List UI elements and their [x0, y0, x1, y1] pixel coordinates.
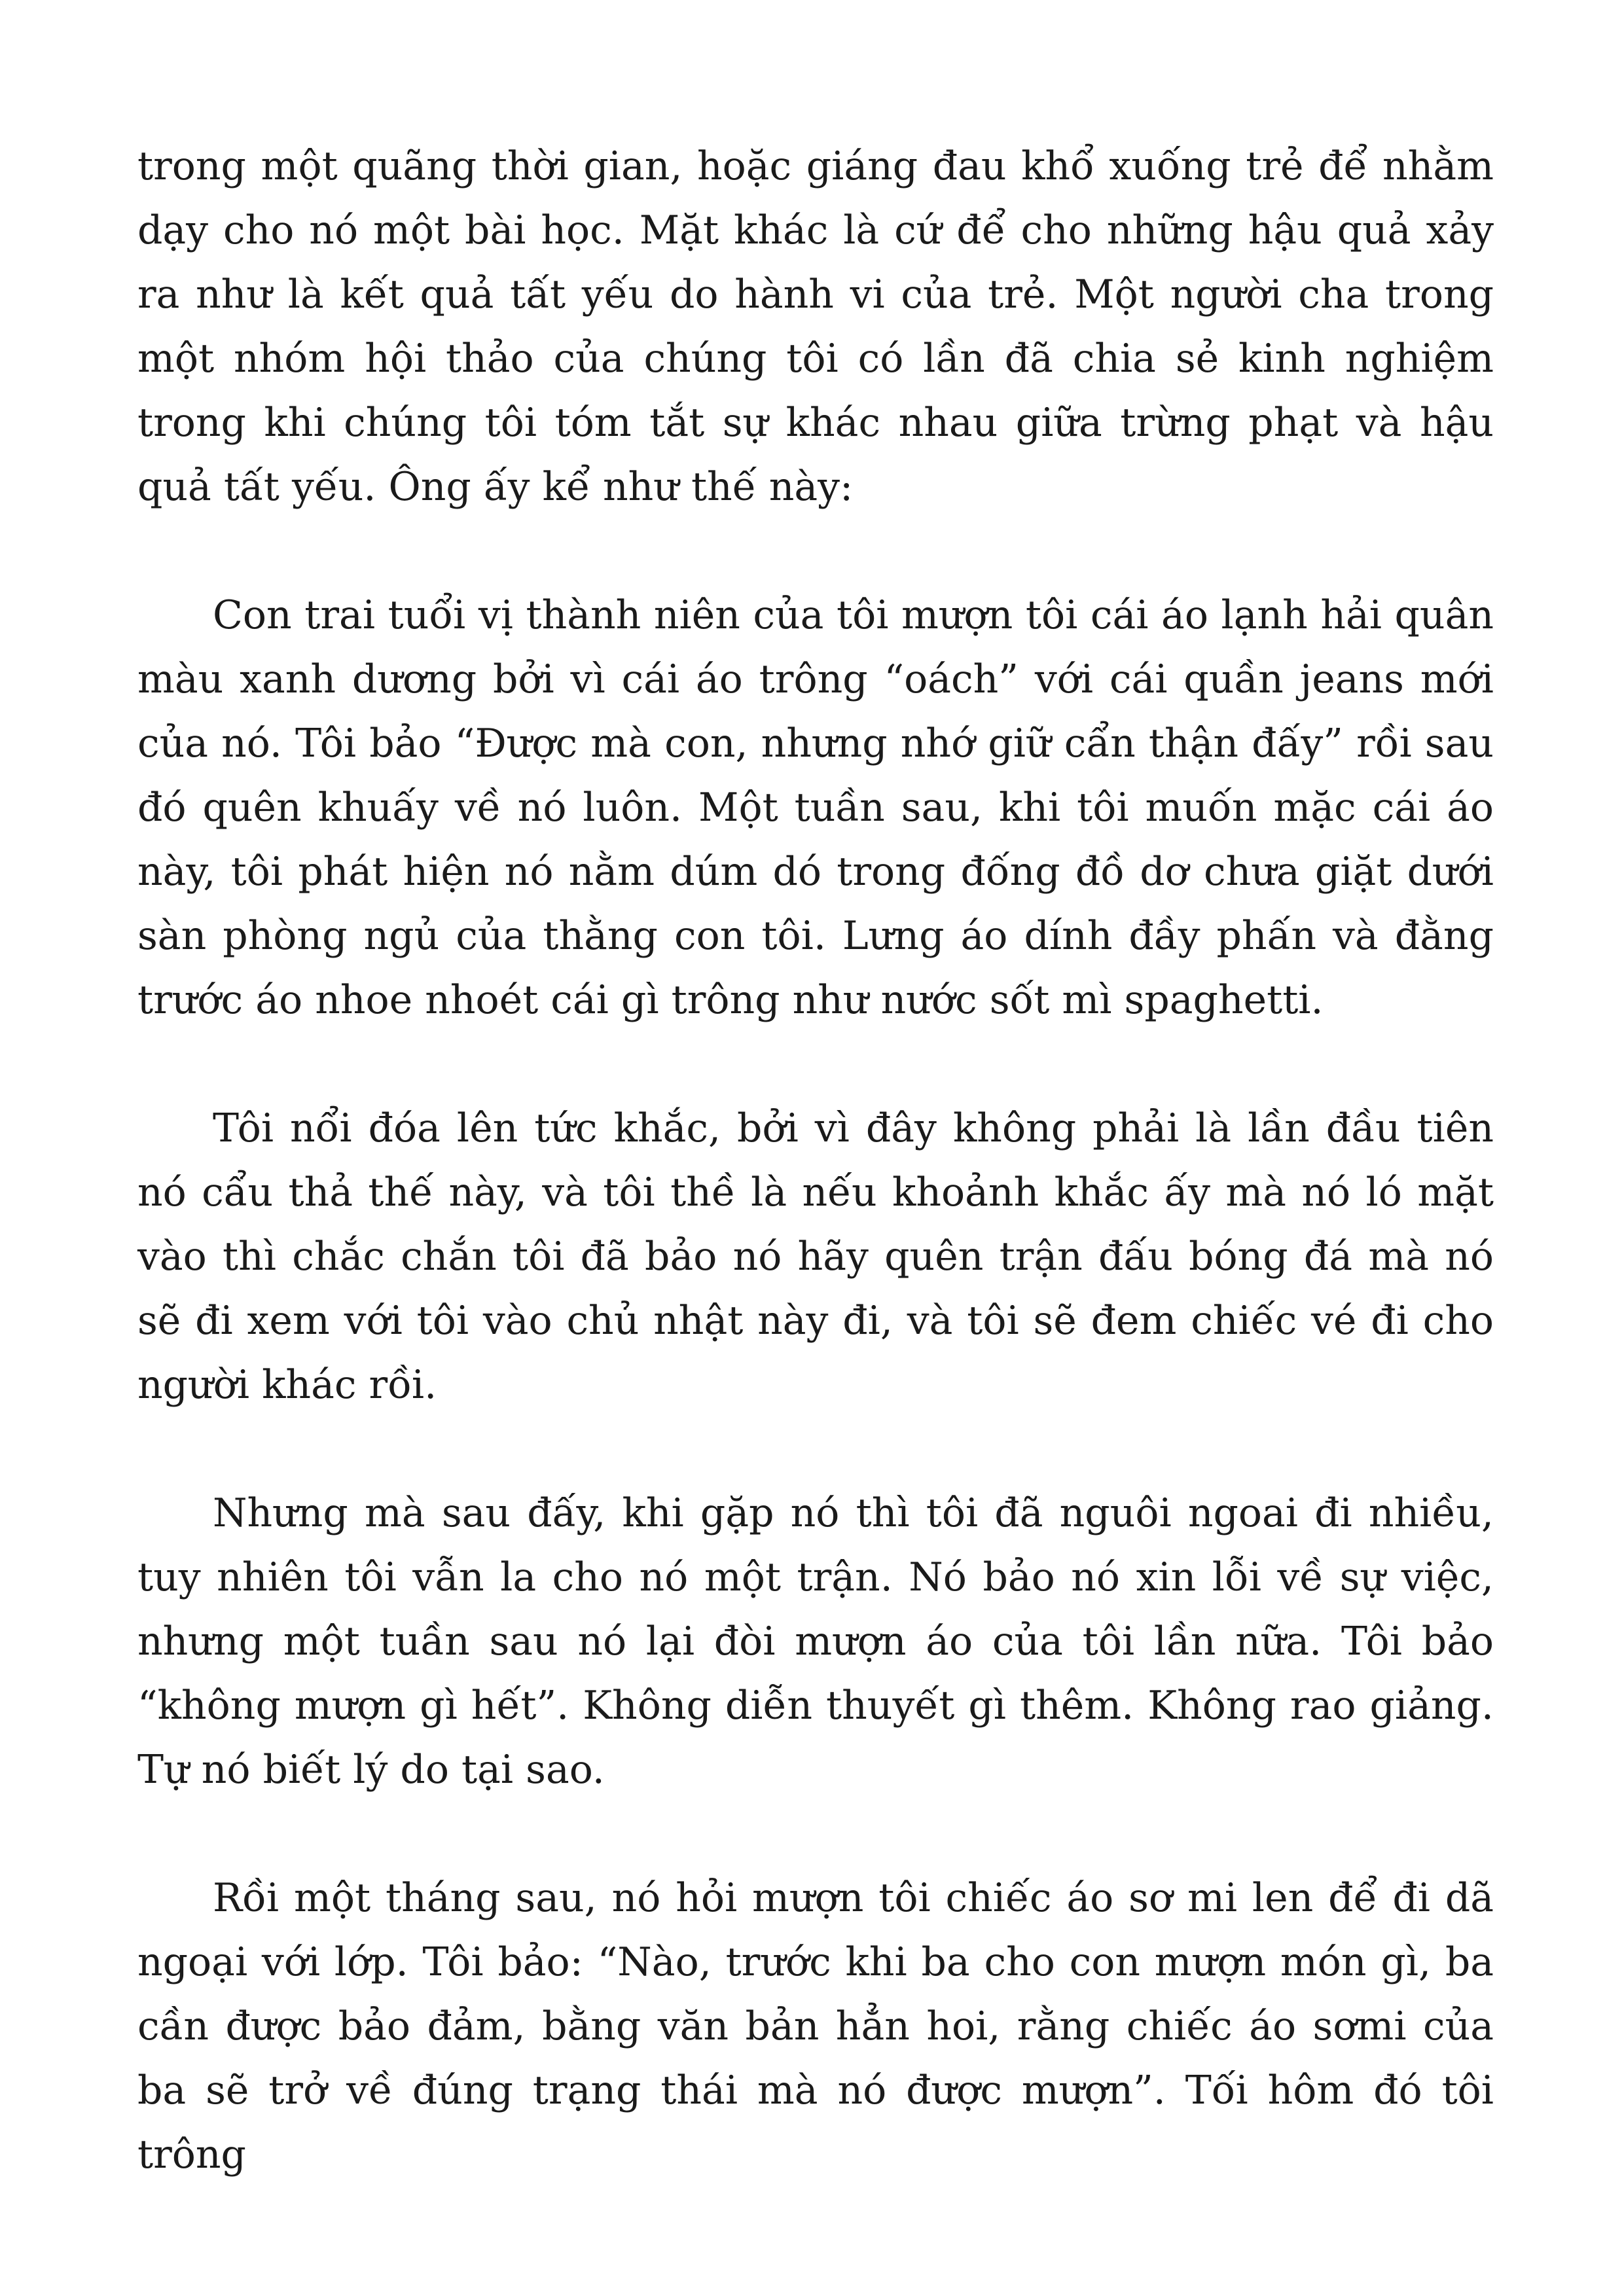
- paragraph-story-written-agreement: Rồi một tháng sau, nó hỏi mượn tôi chiếc áo sơ mi len để đi dã ngoại với lớp. Tôi bảo: “Nào, trước khi ba cho con mượn món gì, ba cần được bảo đảm, bằng văn bản hẳn hoi, rằng chiếc áo sơmi của ba sẽ trở về đúng trạng thái mà nó được mượn”. Tối hôm đó tôi trông: [137, 1875, 1494, 2178]
- paragraph-story-consequence: Nhưng mà sau đấy, khi gặp nó thì tôi đã nguôi ngoai đi nhiều, tuy nhiên tôi vẫn la cho nó một trận. Nó bảo nó xin lỗi về sự việc, nhưng một tuần sau nó lại đòi mượn áo của tôi lần nữa. Tôi bảo “không mượn gì hết”. Không diễn thuyết gì thêm. Không rao giảng. Tự nó biết lý do tại sao.: [137, 1490, 1494, 1793]
- paragraph-intro: trong một quãng thời gian, hoặc giáng đau khổ xuống trẻ để nhằm dạy cho nó một bài học. Mặt khác là cứ để cho những hậu quả xảy ra như là kết quả tất yếu do hành vi của trẻ. Một người cha trong một nhóm hội thảo của chúng tôi có lần đã chia sẻ kinh nghiệm trong khi chúng tôi tóm tắt sự khác nhau giữa trừng phạt và hậu quả tất yếu. Ông ấy kể như thế này:: [137, 143, 1494, 510]
- body-text: [137, 134, 1494, 2187]
- paragraph-story-borrowed-sweater: Con trai tuổi vị thành niên của tôi mượn tôi cái áo lạnh hải quân màu xanh dương bởi vì cái áo trông “oách” với cái quần jeans mới của nó. Tôi bảo “Được mà con, nhưng nhớ giữ cẩn thận đấy” rồi sau đó quên khuấy về nó luôn. Một tuần sau, khi tôi muốn mặc cái áo này, tôi phát hiện nó nằm dúm dó trong đống đồ dơ chưa giặt dưới sàn phòng ngủ của thằng con tôi. Lưng áo dính đầy phấn và đằng trước áo nhoe nhoét cái gì trông như nước sốt mì spaghetti.: [137, 592, 1494, 1023]
- paragraph-story-anger: Tôi nổi đóa lên tức khắc, bởi vì đây không phải là lần đầu tiên nó cẩu thả thế này, và tôi thề là nếu khoảnh khắc ấy mà nó ló mặt vào thì chắc chắn tôi đã bảo nó hãy quên trận đấu bóng đá mà nó sẽ đi xem với tôi vào chủ nhật này đi, và tôi sẽ đem chiếc vé đi cho người khác rồi.: [137, 1105, 1494, 1408]
